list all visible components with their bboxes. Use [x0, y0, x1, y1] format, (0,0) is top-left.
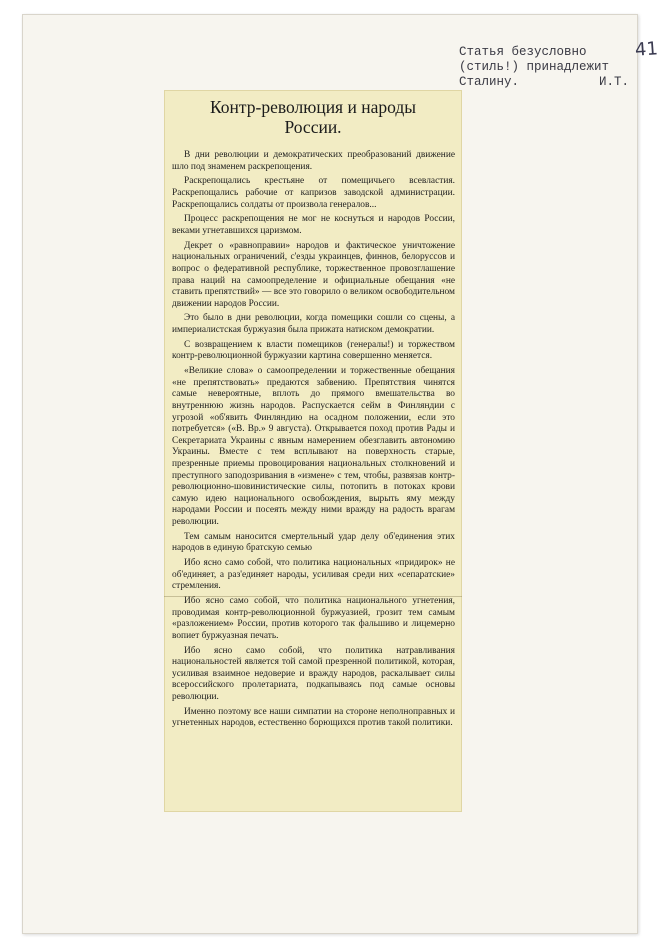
- annotation-line-2: (стиль!) принадлежит: [459, 60, 610, 74]
- article-paragraph: Ибо ясно само собой, что политика национального угнетения, проводимая контр-революционной буржуазией, грозит тем самым «разложением» России, против которого так фальшиво и лицемерно вопиет буржуазная печать.: [172, 596, 455, 641]
- article-paragraph: Это было в дни революции, когда помещики сошли со сцены, а империалистская буржуазия была прижата натиском демократии.: [172, 313, 455, 336]
- article-paragraph: Декрет о «равноправии» народов и фактическое уничтожение национальных ограничений, с'езды украинцев, финнов, белоруссов и вопрос о федеративной республике, торжественное провозглашение права наций на самоопределение и официальные обещания «не ставить препятствий» — все это говорило о великом освободительном движении народов России.: [172, 240, 455, 309]
- article-title: [164, 97, 462, 137]
- page-number: 41: [634, 38, 659, 61]
- typed-annotation: [459, 45, 629, 90]
- article-paragraph: С возвращением к власти помещиков (генералы!) и торжеством контр-революционной буржуазии картина совершенно меняется.: [172, 339, 455, 362]
- article-paragraph: Ибо ясно само собой, что политика национальных «придирок» не об'единяет, а раз'единяет народы, усиливая среди них «сепаратские» стремления.: [172, 558, 455, 592]
- article-paragraph: Раскрепощались крестьяне от помещичьего всевластия. Раскрепощались рабочие от капризов заводской администрации. Раскрепощались солдаты от произвола генералов...: [172, 176, 455, 210]
- article-paragraph: «Великие слова» о самоопределении и торжественные обещания «не препятствовать» предаются забвению. Препятствия чинятся самые невероятные, вплоть до прямого вмешательства во внутреннюю жизнь народов. Распускается сейм в Финляндии с угрозой «об'явить Финляндию на осадном положении, если это потребуется» («В. Вр.» 9 августа). Открывается поход против Рады и Секретариата Украины с явным намерением обезглавить автономию Украины. Вместе с тем всплывают на поверхность старые, презренные приемы провоцирования национальных столкновений и преступного заподозривания в «измене» с тем, чтобы, развязав контр-революционно-шовинистические силы, потопить в потоках крови самую идею национального освобождения, вырыть яму между народами России и посеять между ними вражду на радость врагам революции.: [172, 366, 455, 527]
- article-paragraph: В дни революции и демократических преобразований движение шло под знаменем раскрепощения.: [172, 150, 455, 172]
- annotation-line-3: Сталину.: [459, 75, 520, 89]
- article-paragraph: Именно поэтому все наши симпатии на стороне неполноправных и угнетенных народов, естественно борющихся против такой политики.: [172, 706, 455, 729]
- article-paragraph: Тем самым наносится смертельный удар делу об'единения этих народов в единую братскую семью: [172, 531, 455, 554]
- newspaper-clipping: [164, 90, 462, 812]
- article-title-line-1: Контр-революция и народы: [209, 97, 417, 117]
- article-body: [172, 150, 455, 733]
- article-paragraph: Ибо ясно само собой, что политика натравливания национальностей является той самой презренной политикой, которая, усиливая взаимное недоверие и вражду народов, раскалывает силы всероссийского пролетариата, подкапываясь под самые основы революции.: [172, 645, 455, 702]
- annotation-line-1: Статья безусловно: [459, 45, 587, 59]
- article-title-line-2: России.: [284, 117, 342, 137]
- clipping-seam: [164, 596, 462, 597]
- annotation-signature: И.Т.: [599, 75, 630, 89]
- article-paragraph: Процесс раскрепощения не мог не коснуться и народов России, веками угнетавшихся царизмом.: [172, 214, 455, 236]
